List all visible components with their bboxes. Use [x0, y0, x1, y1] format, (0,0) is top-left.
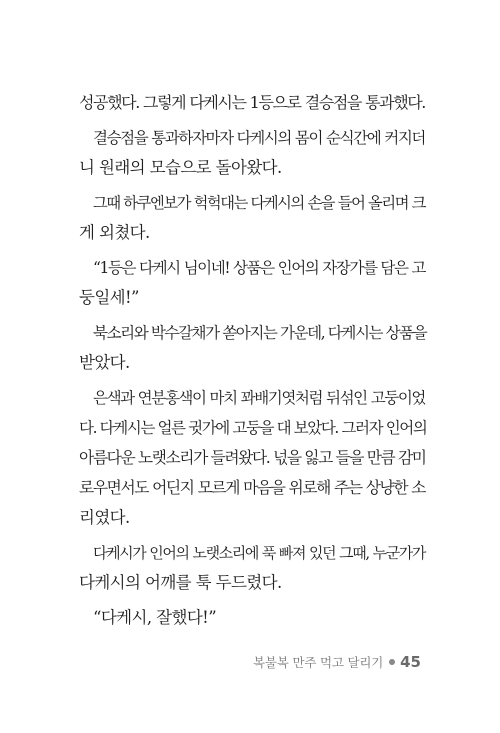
text-line: 성공했다. 그렇게 다케시는 1등으로 결승점을 통과했다.	[79, 93, 425, 112]
text-line: “다케시, 잘했다!”	[93, 608, 217, 627]
bullet-dot-icon	[389, 659, 395, 665]
text-line: 다. 다케시는 얼른 귓가에 고둥을 대 보았다. 그러자 인어의	[79, 419, 427, 437]
book-title: 복불복 만주 먹고 달리기	[253, 655, 384, 670]
text-line: 다케시의 어깨를 툭 두드렸다.	[79, 573, 282, 592]
text-line: 받았다.	[79, 353, 130, 372]
text-line: 그때 하쿠엔보가 헉헉대는 다케시의 손을 들어 올리며 크	[93, 194, 425, 212]
text-line: 로우면서도 어딘지 모르게 마음을 위로해 주는 상냥한 소	[79, 478, 425, 497]
text-line: 아름다운 노랫소리가 들려왔다. 넋을 잃고 들을 만큼 감미	[79, 448, 426, 467]
page-footer	[253, 652, 421, 672]
text-line: 은색과 연분홍색이 마치 꽈배기엿처럼 뒤섞인 고둥이었	[93, 389, 425, 407]
text-line: 북소리와 박수갈채가 쏟아지는 가운데, 다케시는 상품을	[93, 324, 427, 342]
text-line: 결승점을 통과하자마자 다케시의 몸이 순식간에 커지더	[93, 129, 425, 147]
text-line: 니 원래의 모습으로 돌아왔다.	[79, 158, 282, 177]
text-line: “1등은 다케시 님이네! 상품은 인어의 자장가를 담은 고	[93, 259, 425, 277]
text-line: 둥일세!”	[79, 288, 139, 307]
page-number: 45	[400, 653, 421, 671]
text-line: 다케시가 인어의 노랫소리에 푹 빠져 있던 그때, 누군가가	[93, 544, 425, 562]
text-line: 게 외쳤다.	[79, 223, 150, 242]
text-line: 리였다.	[79, 508, 130, 527]
